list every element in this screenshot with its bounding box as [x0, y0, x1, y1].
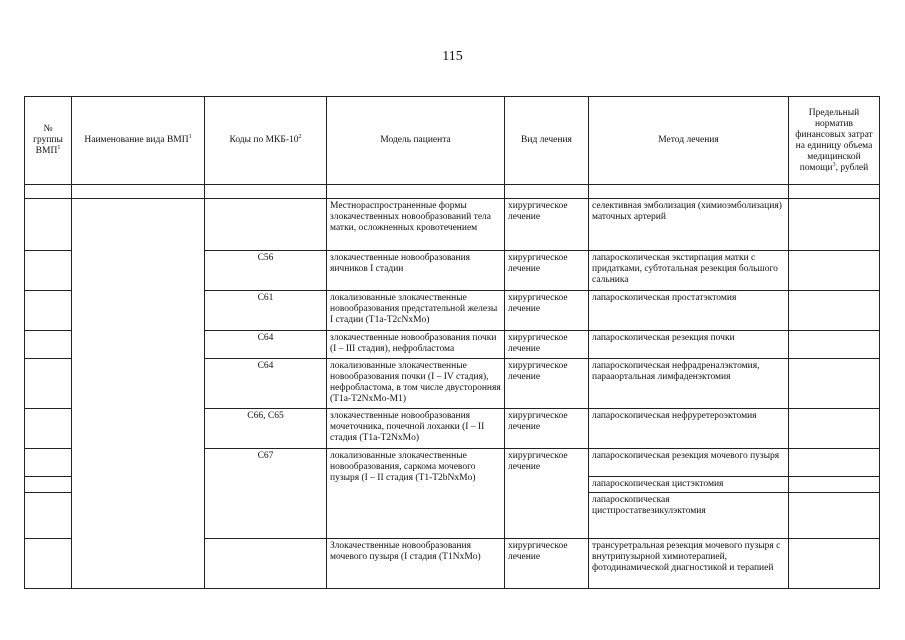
cost-norm-cell — [789, 477, 880, 493]
icd-code-cell: C64 — [205, 359, 327, 409]
group-number-cell — [25, 199, 72, 251]
treatment-method-cell: лапароскопическая нефрадреналэктомия, парааортальная лимфаденэктомия — [589, 359, 789, 409]
treatment-type-cell: хирургическое лечение — [505, 199, 589, 251]
treatment-method-cell: лапароскопическая простатэктомия — [589, 291, 789, 331]
icd-code-cell: C61 — [205, 291, 327, 331]
cost-norm-cell — [789, 199, 880, 251]
cost-norm-cell — [789, 539, 880, 589]
group-number-cell — [25, 477, 72, 493]
treatment-method-cell: лапароскопическая экстирпация матки с придатками, субтотальная резекция большого сальника — [589, 251, 789, 291]
treatment-method-cell: лапароскопическая нефруретероэктомия — [589, 409, 789, 449]
treatment-type-cell: хирургическое лечение — [505, 331, 589, 359]
cost-norm-cell — [789, 251, 880, 291]
patient-model-cell: Местнораспространенные формы злокачественных новообразований тела матки, осложненных кровотечением — [327, 199, 505, 251]
patient-model-cell: локализованные злокачественные новообразования почки (I – IV стадия), нефробластома, в том числе двусторонняя (T1a-T2NxMo-M1) — [327, 359, 505, 409]
patient-model-cell: локализованные злокачественные новообразования предстательной железы I стадии (T1a-T2cNxMo) — [327, 291, 505, 331]
treatment-method-cell: лапароскопическая цистэктомия — [589, 477, 789, 493]
patient-model-cell: злокачественные новообразования яичников I стадии — [327, 251, 505, 291]
patient-model-cell: злокачественные новообразования мочеточника, почечной лоханки (I – II стадия (T1a-T2NxMo) — [327, 409, 505, 449]
header-group-number: № группы ВМП$^1$ — [25, 97, 72, 185]
cost-norm-cell — [789, 493, 880, 539]
spacer-row — [25, 185, 880, 199]
patient-model-cell: локализованные злокачественные новообразования, саркома мочевого пузыря (I – II стадия (T1-T2bNxMo) — [327, 449, 505, 539]
vmp-name-cell — [72, 199, 205, 589]
cost-norm-cell — [789, 331, 880, 359]
cost-norm-cell — [789, 291, 880, 331]
treatment-type-cell: хирургическое лечение — [505, 539, 589, 589]
treatment-method-cell: лапароскопическая резекция мочевого пузыря — [589, 449, 789, 477]
header-icd-codes: Коды по МКБ-$10^2$ — [205, 97, 327, 185]
icd-code-cell — [205, 539, 327, 589]
header-treatment-method: Метод лечения — [589, 97, 789, 185]
header-patient-model: Модель пациента — [327, 97, 505, 185]
group-number-cell — [25, 359, 72, 409]
header-treatment-type: Вид лечения — [505, 97, 589, 185]
treatment-type-cell: хирургическое лечение — [505, 409, 589, 449]
treatment-type-cell: хирургическое лечение — [505, 291, 589, 331]
treatment-method-cell: трансуретральная резекция мочевого пузыря с внутрипузырной химиотерапией, фотодинамической диагностикой и терапией — [589, 539, 789, 589]
header-vmp-name: Наименование вида ВМП$^1$ — [72, 97, 205, 185]
icd-code-cell: C64 — [205, 331, 327, 359]
treatment-method-cell: лапароскопическая цистпростатвезикулэктомия — [589, 493, 789, 539]
cost-norm-cell — [789, 409, 880, 449]
page-number: 115 — [442, 49, 463, 64]
table-header-row — [25, 97, 880, 185]
group-number-cell — [25, 251, 72, 291]
group-number-cell — [25, 493, 72, 539]
group-number-cell — [25, 449, 72, 477]
treatment-type-cell: хирургическое лечение — [505, 251, 589, 291]
treatment-method-cell: лапароскопическая резекция почки — [589, 331, 789, 359]
patient-model-cell: Злокачественные новообразования мочевого пузыря (I стадия (T1NxMo) — [327, 539, 505, 589]
treatment-type-cell: хирургическое лечение — [505, 359, 589, 409]
group-number-cell — [25, 331, 72, 359]
group-number-cell — [25, 539, 72, 589]
icd-code-cell: C56 — [205, 251, 327, 291]
group-number-cell — [25, 409, 72, 449]
group-number-cell — [25, 291, 72, 331]
icd-code-cell — [205, 199, 327, 251]
icd-code-cell: C67 — [205, 449, 327, 539]
vmp-table — [24, 96, 880, 589]
icd-code-cell: C66, C65 — [205, 409, 327, 449]
treatment-type-cell: хирургическое лечение — [505, 449, 589, 539]
cost-norm-cell — [789, 449, 880, 477]
patient-model-cell: злокачественные новообразования почки (I – III стадия), нефробластома — [327, 331, 505, 359]
treatment-method-cell: селективная эмболизация (химиоэмболизация) маточных артерий — [589, 199, 789, 251]
table-row — [25, 199, 880, 251]
cost-norm-cell — [789, 359, 880, 409]
header-cost-norm: Предельный норматив финансовых затрат на единицу объема медицинской помощи$^3$, рублей — [789, 97, 880, 185]
